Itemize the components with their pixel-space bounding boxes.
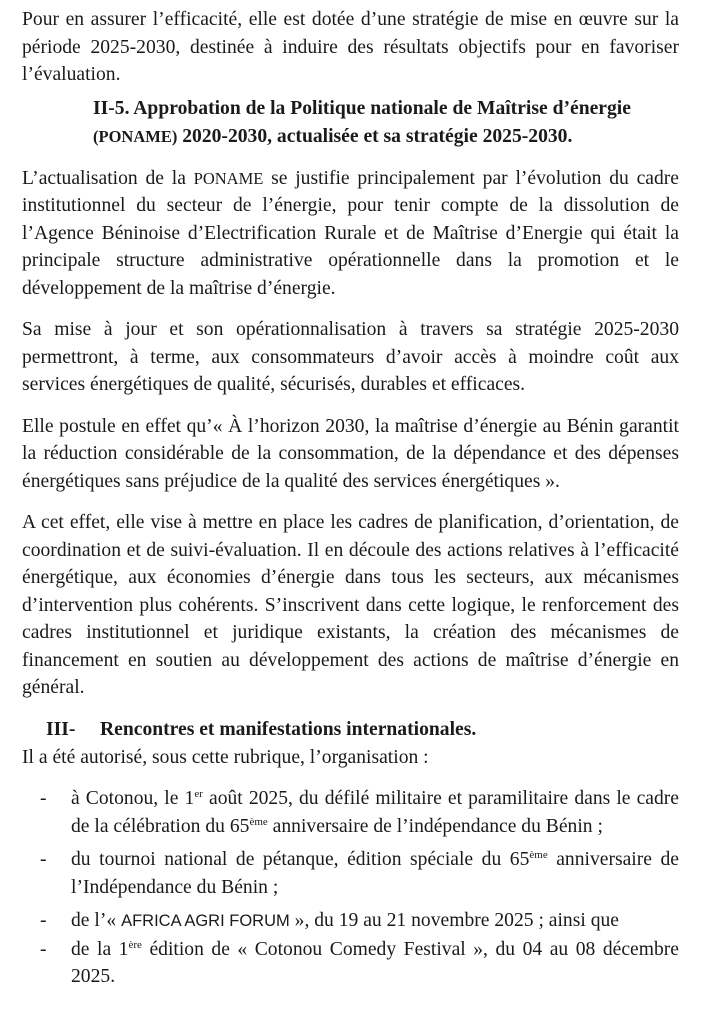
events-list <box>22 785 679 991</box>
list-item-text: de l’« AFRICA AGRI FORUM », du 19 au 21 novembre 2025 ; ainsi que <box>71 910 619 931</box>
forum-name: AFRICA AGRI FORUM <box>121 912 290 930</box>
list-item <box>22 936 679 991</box>
section-2-5-paragraph-1 <box>22 165 679 303</box>
dash-bullet: - <box>40 910 47 931</box>
p1-acronym: PONAME <box>193 168 264 188</box>
dash-bullet: - <box>40 938 47 960</box>
section-2-5-title-part1: II-5. Approbation de la Politique nationale de Maîtrise d’énergie <box>93 97 631 119</box>
section-2-5-paragraph-4: A cet effet, elle vise à mettre en place les cadres de planification, d’orientation, de coordination et de suivi-évaluation. Il en découle des actions relatives à l’efficacité énergétique, aux économies d’énergie dans tous les secteurs, aux mécanismes d’intervention plus cohérents. S’inscrivent dans cette logique, le renforcement des cadres institutionnel et juridique existants, la création des mécanismes de financement en soutien au développement des actions de maîtrise d’énergie en général. <box>22 512 679 698</box>
section-2-5-paragraph-3: Elle postule en effet qu’« À l’horizon 2030, la maîtrise d’énergie au Bénin garantit la réduction considérable de la consommation, de la dépendance et des dépenses énergétiques sans préjudice de la qualité des services énergétiques ». <box>22 415 679 492</box>
section-2-5-title-acronym: (PONAME) <box>93 126 178 146</box>
section-3-heading <box>22 716 679 744</box>
dash-bullet: - <box>40 788 47 809</box>
list-item-text: à Cotonou, le 1er août 2025, du défilé militaire et paramilitaire dans le cadre de la célébration du 65ème anniversaire de l’indépendance du Bénin ; <box>71 788 679 837</box>
list-item-text: de la 1ère édition de « Cotonou Comedy Festival », du 04 au 08 décembre 2025. <box>71 938 679 987</box>
section-3-number: III- <box>46 718 76 740</box>
p1-rest: se justifie principalement par l’évolution du cadre institutionnel du secteur de l’énergie, pour tenir compte de la dissolution de l’Agence Béninoise d’Electrification Rurale et de Maîtrise d’Energie qui était la principale structure administrative opérationnelle dans la promotion et le développement de la maîtrise d’énergie. <box>22 167 679 299</box>
list-item <box>22 907 679 936</box>
section-3-intro: Il a été autorisé, sous cette rubrique, l’organisation : <box>22 746 429 768</box>
dash-bullet: - <box>40 849 47 870</box>
list-item-text: du tournoi national de pétanque, édition spéciale du 65ème anniversaire de l’Indépendance du Bénin ; <box>71 849 679 898</box>
section-3-title: Rencontres et manifestations internationales. <box>100 718 477 740</box>
intro-paragraph: Pour en assurer l’efficacité, elle est dotée d’une stratégie de mise en œuvre sur la période 2025-2030, destinée à induire des résultats objectifs pour en favoriser l’évaluation. <box>22 9 679 85</box>
p1-start: L’actualisation de la <box>22 167 194 189</box>
section-2-5-heading <box>22 95 679 151</box>
list-item <box>22 785 679 840</box>
section-2-5-paragraph-2: Sa mise à jour et son opérationnalisation à travers sa stratégie 2025-2030 permettront, à terme, aux consommateurs d’avoir accès à moindre coût aux services énergétiques de qualité, sécurisés, durables et efficaces. <box>22 319 679 395</box>
section-2-5-title-part2: 2020-2030, actualisée et sa stratégie 2025-2030. <box>177 125 573 147</box>
list-item <box>22 846 679 901</box>
